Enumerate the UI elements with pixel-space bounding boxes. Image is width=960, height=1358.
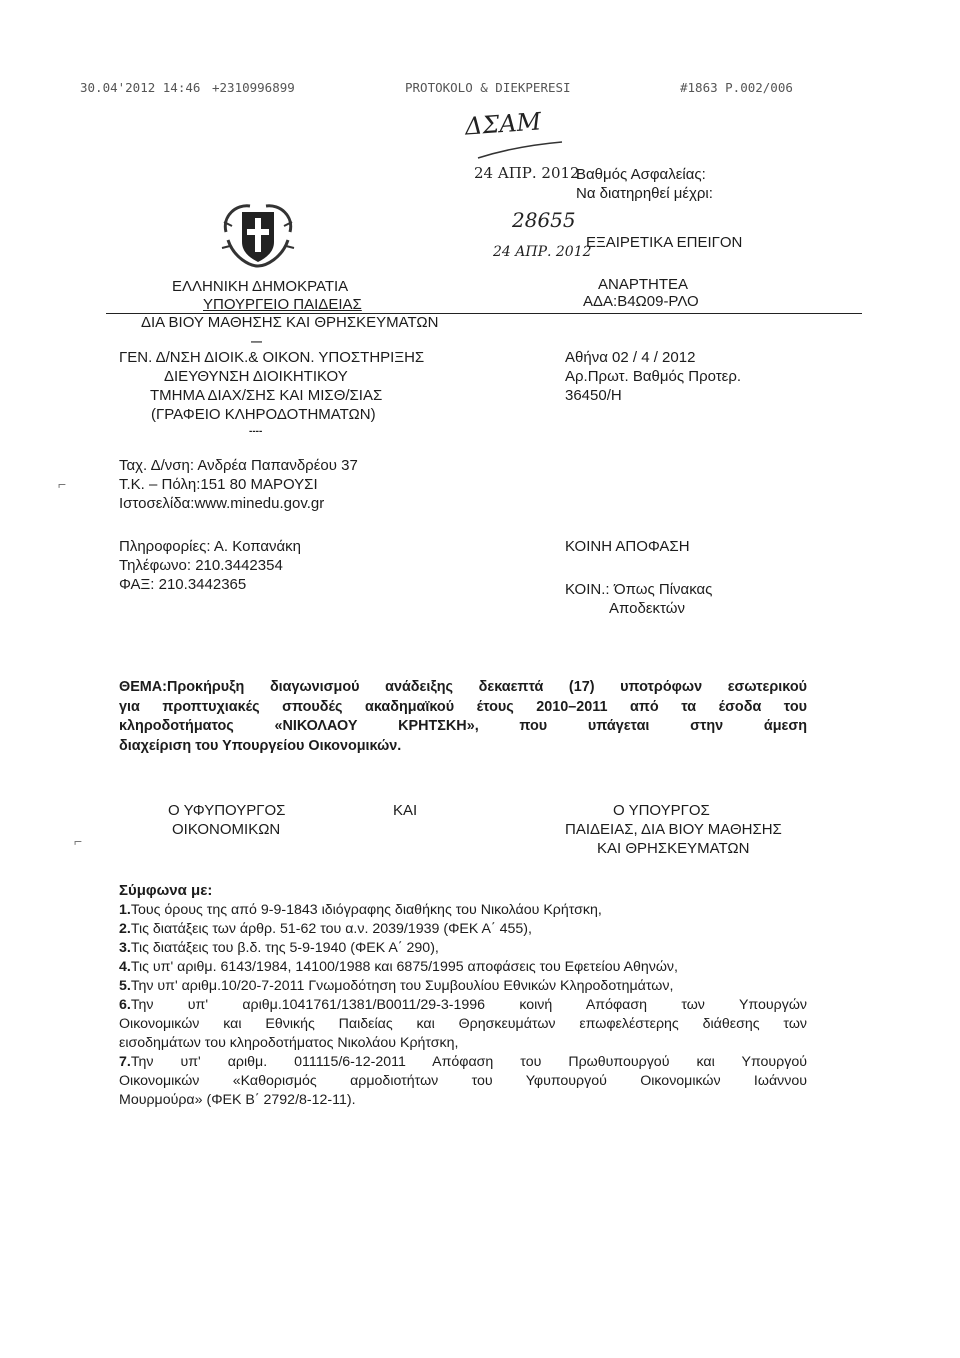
fax-timestamp: 30.04'2012 14:46 — [80, 80, 201, 95]
list-item-number: 5. — [119, 978, 131, 994]
coat-of-arms-icon — [220, 196, 296, 270]
list-item-text: Την υπ' αριθμ.10/20-7-2011 Γνωμοδότηση του Συμβουλίου Εθνικών Κληροδοτημάτων, — [130, 978, 674, 994]
issuer-ministry: ΥΠΟΥΡΓΕΙΟ ΠΑΙΔΕΙΑΣ — [203, 296, 362, 313]
subject — [119, 678, 807, 756]
directorate: ΔΙΕΥΘΥΝΣΗ ΔΙΟΙΚΗΤΙΚΟΥ — [164, 368, 348, 385]
contact-address: Ταχ. Δ/νση: Ανδρέα Παπανδρέου 37 — [119, 457, 358, 474]
list-item-number: 1. — [119, 902, 131, 918]
protocol-number: 36450/Η — [565, 387, 622, 404]
received-date: 24 ΑΠΡ. 2012 — [474, 164, 580, 182]
issuer-state: ΕΛΛΗΝΙΚΗ ΔΗΜΟΚΡΑΤΙΑ — [172, 278, 349, 295]
list-item — [119, 996, 807, 1015]
department: ΤΜΗΜΑ ΔΙΑΧ/ΣΗΣ ΚΑΙ ΜΙΣΘ/ΣΙΑΣ — [150, 387, 383, 404]
list-item — [119, 920, 807, 939]
fax-sender: PROTOKOLO & DIEKPERESI — [405, 80, 571, 95]
list-item-text: Τους όρους της από 9-9-1843 ιδιόγραφης διαθήκης του Νικολάου Κρήτσκη, — [130, 902, 602, 918]
list-item-text: Τις διατάξεις των άρθρ. 51-62 του α.ν. 2039/1939 (ΦΕΚ Α΄ 455), — [130, 921, 532, 937]
general-directorate: ΓΕΝ. Δ/ΝΣΗ ΔΙΟΙΚ.& ΟΙΚΟΝ. ΥΠΟΣΤΗΡΙΞΗΣ — [119, 349, 425, 366]
handwritten-initials: ΔΣΑΜ — [464, 107, 543, 141]
date-place: Αθήνα 02 / 4 / 2012 — [565, 349, 696, 366]
list-item-number: 7. — [119, 1054, 131, 1070]
office: (ΓΡΑΦΕΙΟ ΚΛΗΡΟΔΟΤΗΜΑΤΩΝ) — [151, 406, 376, 423]
contact-phone: Τηλέφωνο: 210.3442354 — [119, 557, 283, 574]
issuer-separator: ---- — [249, 426, 263, 437]
list-item-number: 6. — [119, 997, 131, 1013]
security-degree: Βαθμός Ασφαλείας: — [576, 166, 706, 183]
ada-code: ΑΔΑ:Β4Ω09-ΡΛΟ — [583, 293, 699, 310]
subject-line: κληροδοτήματος «ΝΙΚΟΛΑΟΥ ΚΡΗΤΣΚΗ», που υπάγεται στην άμεση — [119, 718, 807, 734]
list-item-text: Οικονομικών και Εθνικής Παιδείας και Θρησκευμάτων επωφελέστερης διάθεσης των — [119, 1016, 807, 1032]
signatory-and: ΚΑΙ — [393, 802, 418, 819]
list-item-number: 2. — [119, 921, 131, 937]
list-item — [119, 1091, 807, 1110]
signatory-right-1: Ο ΥΠΟΥΡΓΟΣ — [613, 802, 710, 819]
according-label: Σύμφωνα με: — [119, 882, 213, 899]
signatory-right-3: ΚΑΙ ΘΡΗΣΚΕΥΜΑΤΩΝ — [597, 840, 750, 857]
protocol-label: Αρ.Πρωτ. Βαθμός Προτερ. — [565, 368, 742, 385]
cc-label: ΚΟΙΝ.: — [565, 581, 610, 598]
list-item — [119, 977, 807, 996]
list-item-text: Μουρμούρα» (ΦΕΚ Β΄ 2792/8-12-11). — [119, 1092, 356, 1108]
keep-until: Να διατηρηθεί μέχρι: — [576, 185, 713, 202]
list-item-number: 3. — [119, 940, 131, 956]
issuer-dash: — — [251, 336, 262, 348]
decision-type: ΚΟΙΝΗ ΑΠΟΦΑΣΗ — [565, 538, 690, 555]
legal-basis-list — [119, 901, 807, 1110]
contact-info: Πληροφορίες: Α. Κοπανάκη — [119, 538, 302, 555]
post-label: ΑΝΑΡΤΗΤΕΑ — [598, 276, 689, 293]
fax-phone: +2310996899 — [212, 80, 295, 95]
list-item-number: 4. — [119, 959, 131, 975]
signatory-left-2: ΟΙΚΟΝΟΜΙΚΩΝ — [172, 821, 281, 838]
issuer-ministry-2: ΔΙΑ ΒΙΟΥ ΜΑΘΗΣΗΣ ΚΑΙ ΘΡΗΣΚΕΥΜΑΤΩΝ — [141, 314, 439, 331]
cc-value-2: Αποδεκτών — [609, 600, 685, 617]
cc-value: Όπως Πίνακας — [614, 581, 713, 598]
signatory-left-1: Ο ΥΦΥΠΟΥΡΓΟΣ — [168, 802, 286, 819]
scan-mark: ⌐ — [74, 833, 83, 849]
list-item-text: Την υπ' αριθμ.1041761/1381/Β0011/29-3-1996 κοινή Απόφαση των Υπουργών — [130, 997, 807, 1013]
list-item — [119, 901, 807, 920]
list-item-text: Τις διατάξεις του β.δ. της 5-9-1940 (ΦΕΚ Α΄ 290), — [130, 940, 439, 956]
list-item — [119, 1053, 807, 1072]
signatory-right-2: ΠΑΙΔΕΙΑΣ, ΔΙΑ ΒΙΟΥ ΜΑΘΗΣΗΣ — [565, 821, 782, 838]
contact-website: Ιστοσελίδα:www.minedu.gov.gr — [119, 495, 325, 512]
scan-mark: ⌐ — [58, 476, 67, 492]
list-item-text: εισοδημάτων του κληροδοτήματος Νικολάου Κρήτσκη, — [119, 1035, 459, 1051]
list-item-text: Τις υπ' αριθμ. 6143/1984, 14100/1988 και 6875/1995 αποφάσεις του Εφετείου Αθηνών, — [130, 959, 678, 975]
contact-fax: ΦΑΞ: 210.3442365 — [119, 576, 247, 593]
fax-page: #1863 P.002/006 — [680, 80, 793, 95]
handwritten-underline — [476, 140, 566, 162]
list-item — [119, 958, 807, 977]
subject-line: ΘΕΜΑ:Προκήρυξη διαγωνισμού ανάδειξης δεκαεπτά (17) υποτρόφων εσωτερικού — [119, 679, 807, 695]
subject-line: διαχείριση του Υπουργείου Οικονομικών. — [119, 737, 402, 754]
list-item — [119, 1072, 807, 1091]
list-item-text: Την υπ' αριθμ. 011115/6-12-2011 Απόφαση του Πρωθυπουργού και Υπουργού — [130, 1054, 807, 1070]
stamp-date: 24 ΑΠΡ. 2012 — [493, 244, 592, 260]
list-item — [119, 1034, 807, 1053]
contact-postal: Τ.Κ. – Πόλη:151 80 ΜΑΡΟΥΣΙ — [119, 476, 318, 493]
subject-line: για προπτυχιακές σπουδές ακαδημαϊκού έτους 2010–2011 από τα έσοδα του — [119, 698, 807, 715]
handwritten-number: 28655 — [512, 208, 576, 232]
list-item-text: Οικονομικών «Καθορισμός αρμοδιοτήτων του Υφυπουργού Οικονομικών Ιωάννου — [119, 1073, 807, 1089]
urgency-label: ΕΞΑΙΡΕΤΙΚΑ ΕΠΕΙΓΟΝ — [586, 234, 743, 251]
list-item — [119, 939, 807, 958]
list-item — [119, 1015, 807, 1034]
